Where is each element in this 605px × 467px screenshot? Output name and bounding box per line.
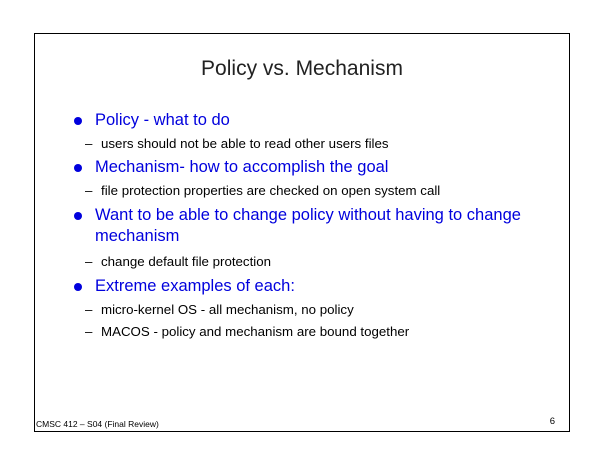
sub-bullet-text: users should not be able to read other users files xyxy=(101,136,389,151)
bullet-text: Policy - what to do xyxy=(95,111,230,129)
bullet-dot-icon xyxy=(74,283,82,291)
bullet-change-policy xyxy=(95,205,565,247)
dash-icon: – xyxy=(85,136,93,151)
dash-icon: – xyxy=(85,183,93,198)
dash-icon: – xyxy=(85,324,93,339)
sub-bullet-text: file protection properties are checked on open system call xyxy=(101,183,441,198)
slide-frame xyxy=(34,33,570,432)
bullet-text: Want to be able to change policy without having to change mechanism xyxy=(95,206,521,245)
sub-bullet-micro-kernel xyxy=(85,302,541,318)
bullet-dot-icon xyxy=(74,212,82,220)
page-number: 6 xyxy=(549,416,555,427)
bullet-text: Extreme examples of each: xyxy=(95,277,295,295)
sub-bullet-mechanism xyxy=(85,183,541,199)
dash-icon: – xyxy=(85,302,93,317)
sub-bullet-macos xyxy=(85,324,541,340)
dash-icon: – xyxy=(85,254,93,269)
bullet-dot-icon xyxy=(74,117,82,125)
sub-bullet-text: MACOS - policy and mechanism are bound together xyxy=(101,324,410,339)
sub-bullet-change-policy xyxy=(85,254,541,270)
bullet-policy xyxy=(95,110,565,131)
footer-course-label: CMSC 412 – S04 (Final Review) xyxy=(36,419,159,429)
bullet-text: Mechanism- how to accomplish the goal xyxy=(95,158,389,176)
bullet-dot-icon xyxy=(74,164,82,172)
slide-title: Policy vs. Mechanism xyxy=(201,57,403,80)
sub-bullet-text: micro-kernel OS - all mechanism, no policy xyxy=(101,302,354,317)
sub-bullet-text: change default file protection xyxy=(101,254,272,269)
bullet-mechanism xyxy=(95,157,565,178)
sub-bullet-policy xyxy=(85,136,541,152)
bullet-extreme-examples xyxy=(95,276,565,297)
